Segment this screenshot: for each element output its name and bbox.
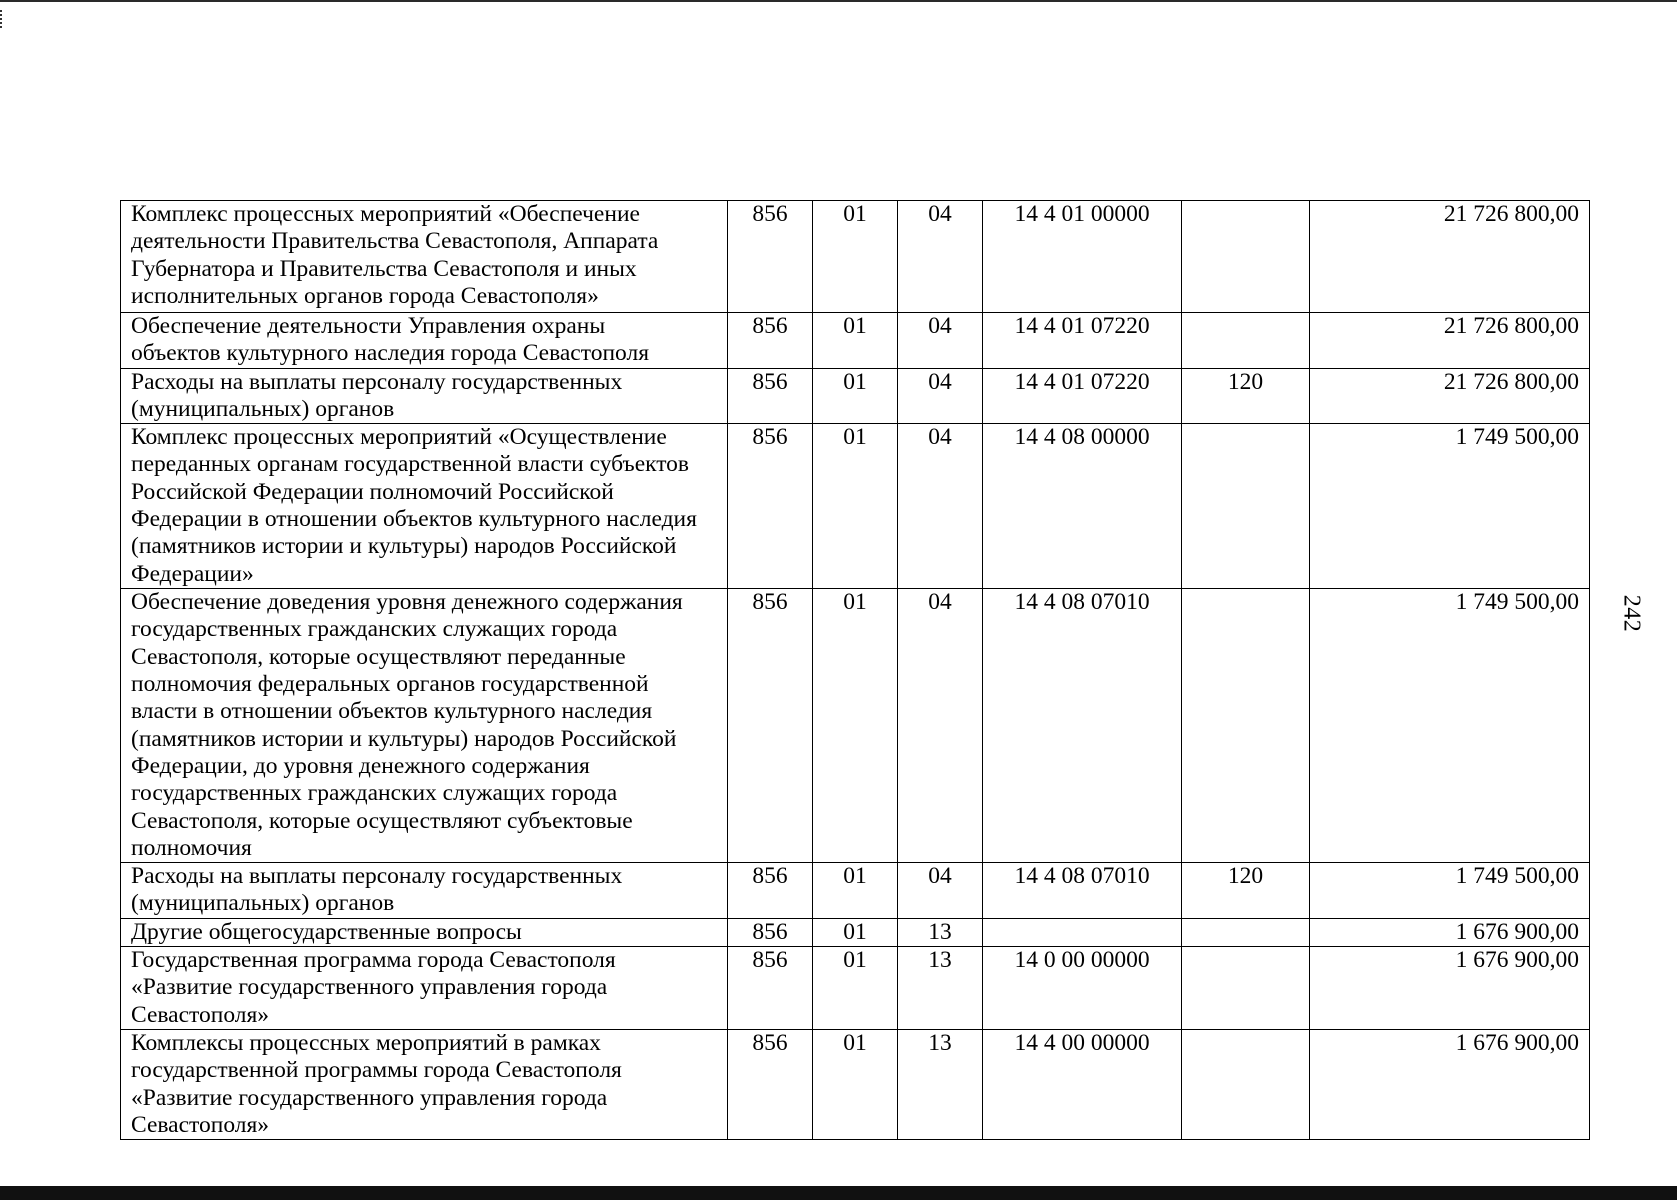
row-name-cell: Обеспечение деятельности Управления охраны объектов культурного наследия города Севастополя [121,313,728,369]
table-row [121,368,1590,424]
target-article-cell [983,918,1182,946]
target-article-cell: 14 4 01 07220 [983,313,1182,369]
section-code-cell: 01 [813,1029,898,1139]
subsection-code-cell: 13 [898,1029,983,1139]
expense-type-cell [1182,589,1310,863]
amount-cell: 21 726 800,00 [1310,368,1590,424]
scan-top-edge [0,0,1677,2]
target-article-cell: 14 4 01 07220 [983,368,1182,424]
table-row [121,947,1590,1030]
section-code-cell: 01 [813,313,898,369]
row-name-cell: Комплекс процессных мероприятий «Осуществление переданных органам государственной власти субъектов Российской Федерации полномочий Российской Федерации в отношении объектов культурного наследия (памятников истории и культуры) народов Российской Федерации» [121,424,728,589]
row-name-cell: Комплексы процессных мероприятий в рамках государственной программы города Севастополя «Развитие государственного управления города Севастополя» [121,1029,728,1139]
section-code-cell: 01 [813,424,898,589]
expense-type-cell [1182,201,1310,313]
target-article-cell: 14 4 08 07010 [983,863,1182,919]
section-code-cell: 01 [813,863,898,919]
ministry-code-cell: 856 [728,918,813,946]
amount-cell: 1 676 900,00 [1310,918,1590,946]
amount-cell: 1 676 900,00 [1310,1029,1590,1139]
subsection-code-cell: 04 [898,313,983,369]
subsection-code-cell: 04 [898,863,983,919]
table-row [121,424,1590,589]
scan-bottom-band [0,1186,1677,1200]
ministry-code-cell: 856 [728,589,813,863]
subsection-code-cell: 04 [898,589,983,863]
target-article-cell: 14 4 08 07010 [983,589,1182,863]
section-code-cell: 01 [813,589,898,863]
row-name-cell: Государственная программа города Севастополя «Развитие государственного управления города Севастополя» [121,947,728,1030]
amount-cell: 1 749 500,00 [1310,424,1590,589]
subsection-code-cell: 04 [898,368,983,424]
target-article-cell: 14 4 01 00000 [983,201,1182,313]
row-name-cell: Обеспечение доведения уровня денежного содержания государственных гражданских служащих города Севастополя, которые осуществляют переданные полномочия федеральных органов государственной власти в отношении объектов культурного наследия (памятников истории и культуры) народов Российской Федерации, до уровня денежного содержания государственных гражданских служащих города Севастополя, которые осуществляют субъектовые полномочия [121,589,728,863]
subsection-code-cell: 04 [898,201,983,313]
expense-type-cell [1182,424,1310,589]
target-article-cell: 14 4 00 00000 [983,1029,1182,1139]
table-row [121,201,1590,313]
ministry-code-cell: 856 [728,947,813,1030]
amount-cell: 21 726 800,00 [1310,201,1590,313]
ministry-code-cell: 856 [728,1029,813,1139]
row-name-cell: Комплекс процессных мероприятий «Обеспечение деятельности Правительства Севастополя, Аппарата Губернатора и Правительства Севастополя и иных исполнительных органов города Севастополя» [121,201,728,313]
amount-cell: 21 726 800,00 [1310,313,1590,369]
ministry-code-cell: 856 [728,424,813,589]
row-name-cell: Расходы на выплаты персоналу государственных (муниципальных) органов [121,368,728,424]
amount-cell: 1 749 500,00 [1310,863,1590,919]
expense-type-cell: 120 [1182,368,1310,424]
target-article-cell: 14 0 00 00000 [983,947,1182,1030]
budget-table [120,200,1590,1140]
page-number: 242 [1618,594,1645,633]
subsection-code-cell: 13 [898,947,983,1030]
table-row [121,313,1590,369]
target-article-cell: 14 4 08 00000 [983,424,1182,589]
section-code-cell: 01 [813,918,898,946]
section-code-cell: 01 [813,368,898,424]
expense-type-cell [1182,313,1310,369]
amount-cell: 1 676 900,00 [1310,947,1590,1030]
table-row [121,863,1590,919]
table-row [121,589,1590,863]
ministry-code-cell: 856 [728,313,813,369]
table-body [121,201,1590,1140]
ministry-code-cell: 856 [728,863,813,919]
table-row [121,918,1590,946]
section-code-cell: 01 [813,947,898,1030]
row-name-cell: Расходы на выплаты персоналу государственных (муниципальных) органов [121,863,728,919]
table-row [121,1029,1590,1139]
subsection-code-cell: 13 [898,918,983,946]
expense-type-cell [1182,918,1310,946]
section-code-cell: 01 [813,201,898,313]
ministry-code-cell: 856 [728,368,813,424]
ministry-code-cell: 856 [728,201,813,313]
expense-type-cell [1182,947,1310,1030]
expense-type-cell: 120 [1182,863,1310,919]
subsection-code-cell: 04 [898,424,983,589]
expense-type-cell [1182,1029,1310,1139]
amount-cell: 1 749 500,00 [1310,589,1590,863]
scan-left-marks [0,10,4,28]
row-name-cell: Другие общегосударственные вопросы [121,918,728,946]
